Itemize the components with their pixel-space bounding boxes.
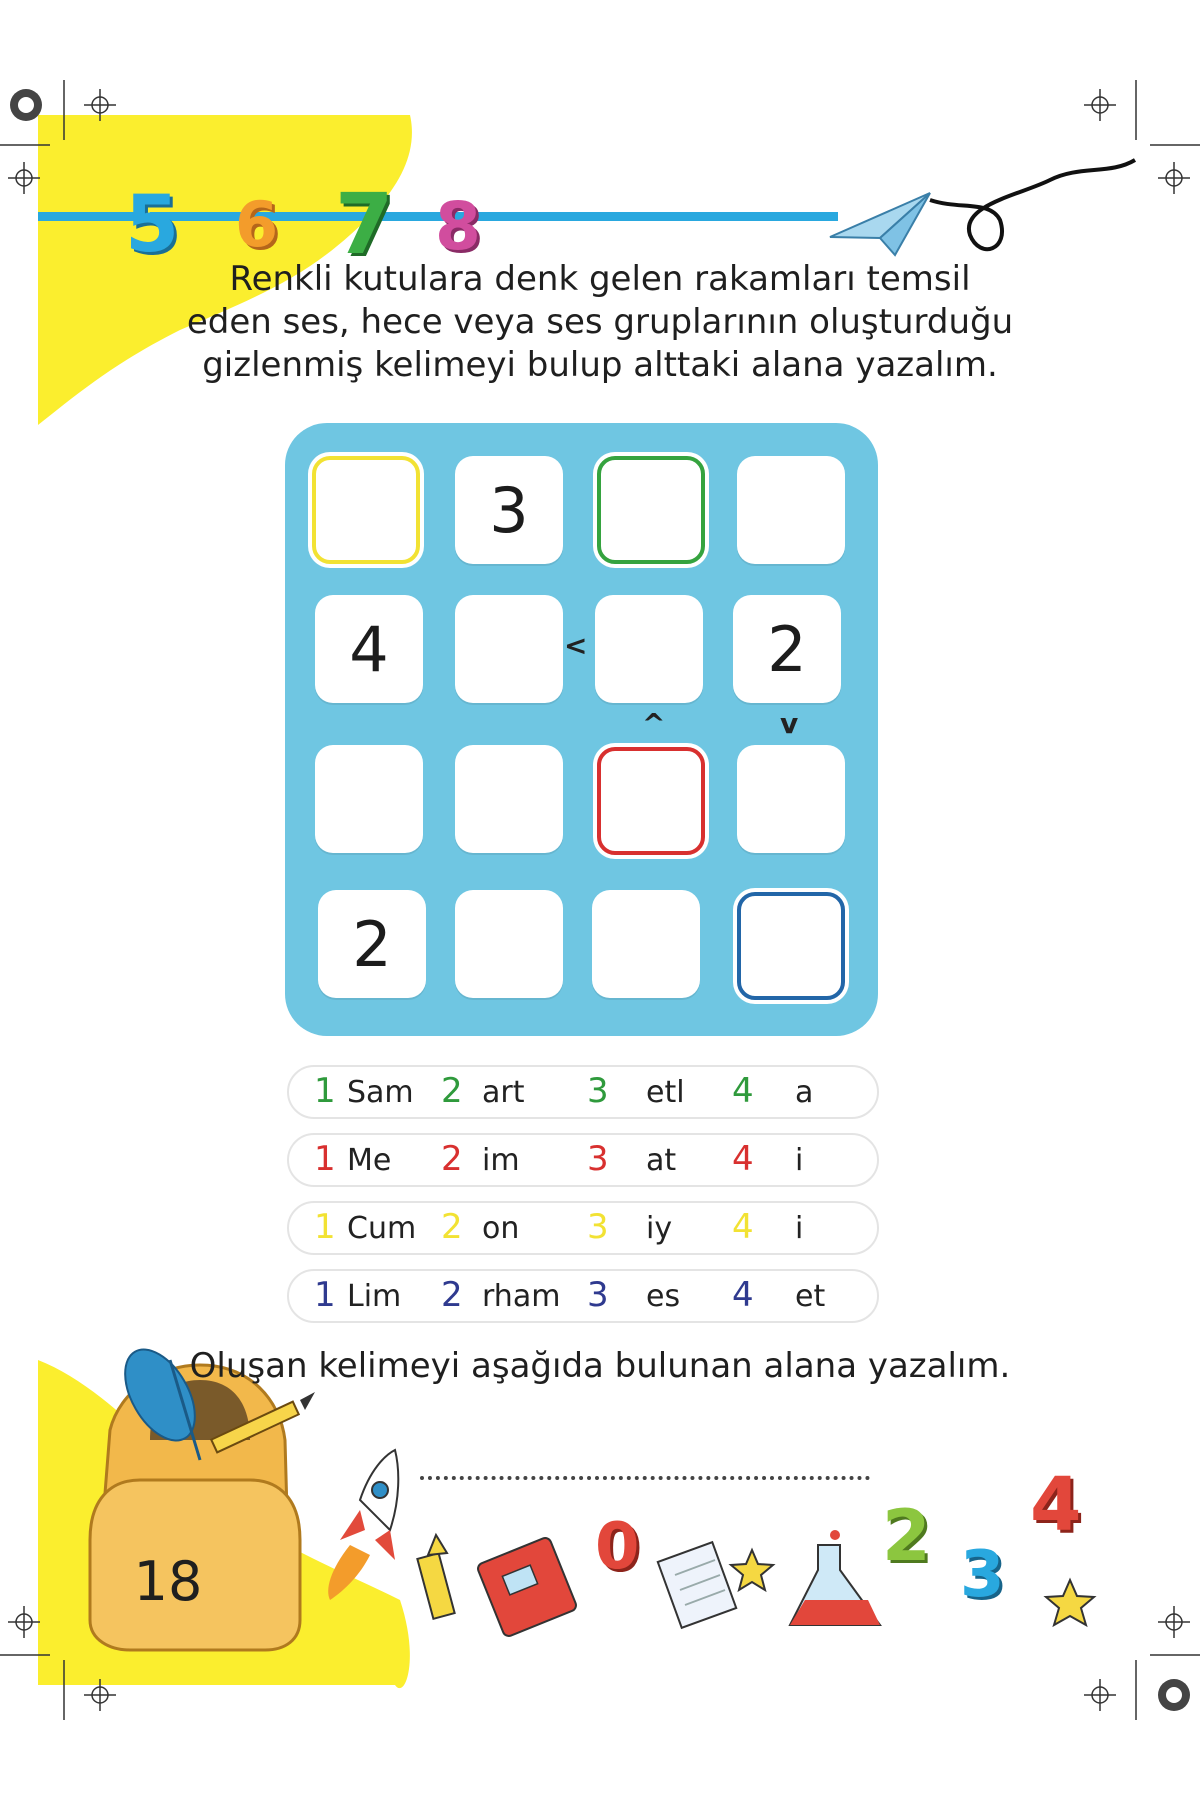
page-number: 18 [133, 1550, 203, 1613]
key-num: 2 [441, 1139, 463, 1179]
puzzle-grid [285, 423, 878, 1036]
grid-cell-r2c4[interactable]: 2 [733, 595, 841, 703]
grid-cell-r4c2[interactable] [455, 890, 563, 998]
key-num: 4 [732, 1207, 754, 1247]
grid-cell-r3c3[interactable] [597, 747, 705, 855]
key-num: 3 [587, 1207, 609, 1247]
key-text: etl [646, 1075, 685, 1110]
key-num: 2 [441, 1207, 463, 1247]
up-caret-symbol: ^ [642, 707, 666, 740]
header-digit-6: 6 [235, 188, 279, 261]
key-text: et [795, 1279, 826, 1314]
grid-cell-r2c3[interactable] [595, 595, 703, 703]
key-num: 3 [587, 1071, 609, 1111]
grid-cell-r1c3[interactable] [597, 456, 705, 564]
key-num: 1 [314, 1275, 336, 1315]
header-digit-5: 5 [125, 180, 180, 270]
key-text: on [482, 1211, 520, 1246]
grid-cell-r2c1[interactable]: 4 [315, 595, 423, 703]
answer-line[interactable] [420, 1476, 870, 1480]
less-than-symbol: < [564, 629, 588, 662]
decor-digit-0: 0 [595, 1510, 640, 1584]
key-num: 4 [732, 1139, 754, 1179]
instruction-line-2: eden ses, hece veya ses gruplarının oluşturduğu [186, 302, 1014, 342]
book-icon [476, 1536, 578, 1638]
key-text: Lim [347, 1279, 402, 1314]
grid-cell-r1c1[interactable] [312, 456, 420, 564]
key-num: 2 [441, 1071, 463, 1111]
key-text: Sam [347, 1075, 414, 1110]
key-text: at [646, 1143, 677, 1178]
grid-cell-r3c1[interactable] [315, 745, 423, 853]
down-v-symbol: v [780, 707, 799, 740]
key-num: 1 [314, 1139, 336, 1179]
decor-digit-2: 2 [882, 1495, 931, 1577]
grid-cell-r4c3[interactable] [592, 890, 700, 998]
key-text: im [482, 1143, 520, 1178]
grid-cell-r4c1[interactable]: 2 [318, 890, 426, 998]
grid-cell-r3c4[interactable] [737, 745, 845, 853]
grid-cell-r3c2[interactable] [455, 745, 563, 853]
key-text: es [646, 1279, 681, 1314]
header-digits [125, 175, 505, 273]
key-row-yellow [287, 1201, 879, 1255]
key-text: a [795, 1075, 814, 1110]
instruction-line-1: Renkli kutulara denk gelen rakamları temsil [229, 259, 971, 299]
key-text: Cum [347, 1211, 417, 1246]
key-num: 1 [314, 1207, 336, 1247]
flask-icon [790, 1530, 880, 1625]
grid-cell-r4c4[interactable] [737, 892, 845, 1000]
key-num: 3 [587, 1139, 609, 1179]
key-num: 3 [587, 1275, 609, 1315]
key-num: 1 [314, 1071, 336, 1111]
key-text: i [795, 1143, 804, 1178]
notepad-icon [658, 1542, 736, 1628]
key-text: art [482, 1075, 525, 1110]
instruction-line-3: gizlenmiş kelimeyi bulup alttaki alana yazalım. [202, 345, 998, 385]
key-row-red [287, 1133, 879, 1187]
grid-cell-r1c4[interactable] [737, 456, 845, 564]
star-icon-large [1046, 1580, 1094, 1625]
key-text: rham [482, 1279, 561, 1314]
key-row-green [287, 1065, 879, 1119]
key-num: 2 [441, 1275, 463, 1315]
grid-cell-r2c2[interactable] [455, 595, 563, 703]
crayon-icon [417, 1535, 454, 1619]
star-icon-small [731, 1550, 773, 1590]
key-text: i [795, 1211, 804, 1246]
key-text: Me [347, 1143, 392, 1178]
paper-airplane-icon [830, 160, 1135, 255]
key-text: iy [646, 1211, 673, 1246]
key-row-navy [287, 1269, 879, 1323]
grid-cell-r1c2[interactable]: 3 [455, 456, 563, 564]
instruction-text [150, 258, 1050, 387]
key-num: 4 [732, 1275, 754, 1315]
decor-digit-4: 4 [1030, 1462, 1082, 1548]
header-digit-7: 7 [335, 175, 394, 273]
bottom-instruction: Oluşan kelimeyi aşağıda bulunan alana yazalım. [189, 1346, 1011, 1386]
decor-digit-3: 3 [960, 1538, 1005, 1612]
header-digit-8: 8 [435, 188, 481, 265]
key-num: 4 [732, 1071, 754, 1111]
rocket-icon [328, 1450, 398, 1600]
